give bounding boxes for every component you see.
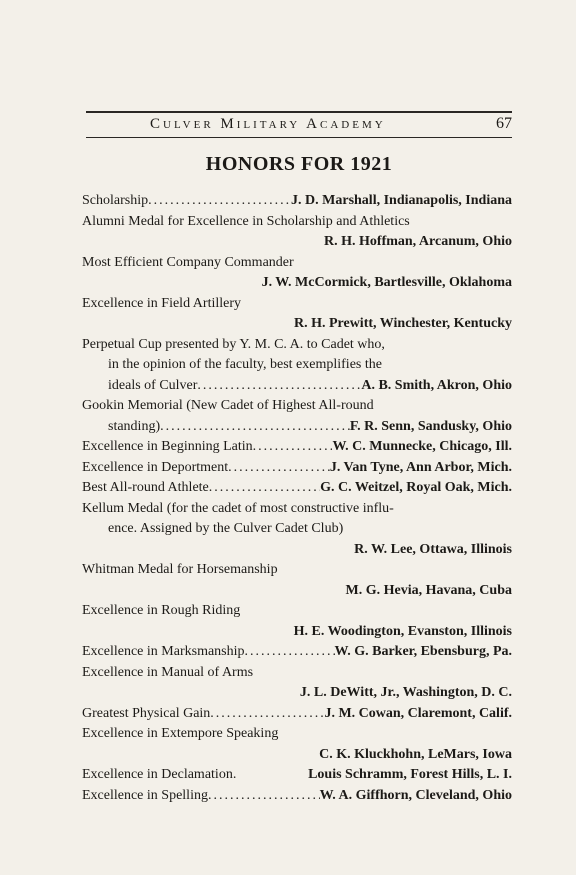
award-name: Excellence in Manual of Arms — [82, 664, 254, 680]
honor-entry — [82, 335, 512, 397]
winner-name: M. G. Hevia, Havana, Cuba — [345, 582, 512, 598]
award-name: Alumni Medal for Excellence in Scholarship and Athletics — [82, 213, 410, 229]
award-line: ence. Assigned by the Culver Cadet Club) — [108, 521, 344, 536]
honor-entry — [82, 212, 512, 253]
award-line: Kellum Medal (for the cadet of most constructive influ- — [82, 500, 394, 516]
running-head: Culver Military Academy — [150, 116, 386, 132]
award-line: in the opinion of the faculty, best exemplifies the — [108, 357, 382, 372]
entry-line — [82, 704, 512, 725]
dot-leader — [209, 478, 320, 499]
dot-leader — [210, 704, 324, 725]
page-title: HONORS FOR 1921 — [205, 153, 393, 175]
winner-name: W. A. Giffhorn, Cleveland, Ohio — [319, 787, 512, 803]
dot-leader — [160, 417, 350, 438]
award-line: Perpetual Cup presented by Y. M. C. A. to Cadet who, — [82, 336, 385, 352]
honor-entry — [82, 560, 512, 601]
entry-line — [82, 786, 512, 807]
honor-entry — [82, 191, 512, 212]
winner-name: C. K. Kluckhohn, LeMars, Iowa — [319, 746, 512, 762]
honors-list — [82, 191, 512, 806]
award-line: ideals of Culver — [108, 377, 198, 393]
honor-entry — [82, 642, 512, 663]
winner-name: A. B. Smith, Akron, Ohio — [361, 377, 512, 393]
honor-entry — [82, 724, 512, 765]
winner-name: F. R. Senn, Sandusky, Ohio — [349, 418, 512, 434]
winner-name: G. C. Weitzel, Royal Oak, Mich. — [320, 480, 512, 495]
dot-leader — [197, 376, 361, 397]
entry-line — [82, 417, 512, 438]
honor-entry — [82, 765, 512, 786]
award-name: Excellence in Rough Riding — [82, 603, 241, 618]
honor-entry — [82, 294, 512, 335]
entry-line — [82, 458, 512, 479]
winner-name: J. Van Tyne, Ann Arbor, Mich. — [329, 459, 512, 475]
award-name: Excellence in Beginning Latin — [82, 439, 253, 454]
award-line: standing) — [108, 418, 161, 434]
honor-entry — [82, 396, 512, 437]
entry-line — [82, 765, 512, 786]
award-name: Most Efficient Company Commander — [82, 254, 294, 270]
award-name: Excellence in Field Artillery — [82, 295, 242, 311]
award-name: Excellence in Marksmanship — [82, 644, 245, 659]
dot-leader — [245, 642, 335, 663]
honor-entry — [82, 478, 512, 499]
honor-entry — [82, 253, 512, 294]
award-name: Excellence in Declamation — [82, 767, 233, 782]
header-rule-top — [86, 111, 512, 113]
award-name: Scholarship — [82, 193, 149, 208]
honor-entry — [82, 601, 512, 642]
entry-line — [82, 437, 512, 458]
winner-name: R. H. Hoffman, Arcanum, Ohio — [324, 234, 512, 249]
winner-name: J. M. Cowan, Claremont, Calif. — [324, 705, 512, 721]
winner-name: Louis Schramm, Forest Hills, L. I. — [308, 767, 512, 782]
honor-entry — [82, 437, 512, 458]
winner-name: J. W. McCormick, Bartlesville, Oklahoma — [261, 275, 512, 290]
winner-name: J. D. Marshall, Indianapolis, Indiana — [291, 193, 512, 208]
winner-name: J. L. DeWitt, Jr., Washington, D. C. — [299, 685, 512, 700]
winner-name: W. C. Munnecke, Chicago, Ill. — [332, 439, 512, 454]
honor-entry — [82, 458, 512, 479]
dot-leader — [228, 458, 330, 479]
running-header — [86, 114, 512, 138]
winner-name: W. G. Barker, Ebensburg, Pa. — [334, 644, 512, 659]
award-name: Excellence in Extempore Speaking — [82, 726, 279, 741]
separator-dot: . — [232, 767, 239, 782]
award-name: Best All-round Athlete — [82, 480, 209, 495]
winner-name: H. E. Woodington, Evanston, Illinois — [293, 623, 512, 639]
page-number: 67 — [496, 115, 512, 132]
honor-entry — [82, 499, 512, 561]
honor-entry — [82, 663, 512, 704]
entry-line — [82, 478, 512, 499]
award-name: Greatest Physical Gain — [82, 705, 211, 721]
entry-line — [82, 191, 512, 212]
dot-leader — [253, 437, 333, 458]
entry-line — [82, 642, 512, 663]
honor-entry — [82, 704, 512, 725]
winner-name: R. H. Prewitt, Winchester, Kentucky — [293, 316, 512, 331]
dot-leader — [208, 786, 320, 807]
award-name: Excellence in Spelling — [82, 787, 208, 803]
winner-name: R. W. Lee, Ottawa, Illinois — [354, 541, 512, 557]
award-name: Whitman Medal for Horsemanship — [82, 562, 278, 577]
honor-entry — [82, 786, 512, 807]
header-rule-bottom — [86, 137, 512, 138]
dot-leader — [148, 191, 291, 212]
entry-line — [82, 376, 512, 397]
award-name: Excellence in Deportment — [82, 459, 229, 475]
award-line: Gookin Memorial (New Cadet of Highest All-round — [82, 398, 374, 413]
